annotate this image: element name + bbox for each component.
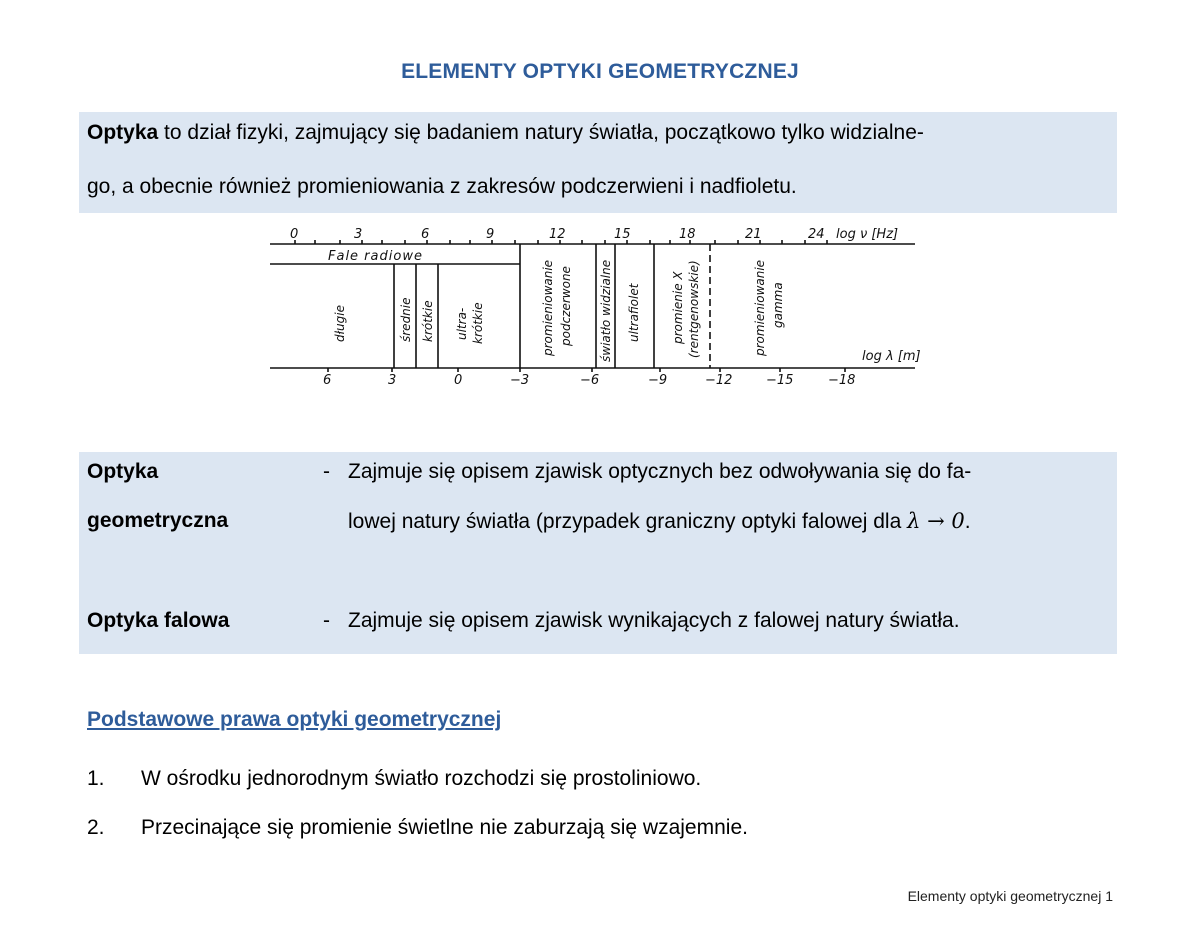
top-tick-label: 9: [486, 227, 495, 242]
intro-line-2: go, a obecnie również promieniowania z zakresów podczerwieni i nadfioletu.: [87, 175, 797, 198]
definitions-box: [79, 452, 1117, 654]
band-long-label: długie: [333, 304, 347, 342]
law-number: 2.: [87, 816, 105, 839]
bottom-tick-label: −6: [580, 373, 600, 388]
band-ultrashort-label-2: krótkie: [471, 302, 485, 344]
bottom-tick-label: 3: [388, 373, 397, 388]
lambda-limit-formula: λ → 0: [907, 509, 965, 533]
law-number: 1.: [87, 767, 105, 790]
bottom-tick-label: −12: [705, 373, 733, 388]
geo-optics-desc-1: Zajmuje się opisem zjawisk optycznych bez odwoływania się do fa-: [348, 460, 972, 483]
bottom-axis-label: log λ [m]: [862, 349, 921, 364]
top-tick-label: 24: [808, 227, 825, 242]
intro-box: [79, 112, 1117, 213]
geo-optics-desc-2-text: lowej natury światła (przypadek graniczny optyki falowej dla: [348, 510, 908, 533]
law-text: Przecinające się promienie świetlne nie zaburzają się wzajemnie.: [141, 816, 748, 839]
band-ultrashort-label-1: ultra-: [455, 307, 469, 340]
top-tick-label: 18: [679, 227, 696, 242]
band-gamma-label-2: gamma: [771, 282, 785, 328]
top-axis-label: log ν [Hz]: [836, 227, 899, 242]
law-item: [87, 816, 748, 840]
band-ultraviolet-label: ultrafiolet: [627, 283, 641, 342]
wave-optics-dash: -: [323, 609, 330, 632]
page-footer: Elementy optyki geometrycznej 1: [907, 888, 1113, 904]
top-tick-label: 12: [549, 227, 566, 242]
band-infrared-label-2: podczerwone: [559, 266, 573, 346]
band-gamma-label-1: promieniowanie: [753, 259, 767, 356]
wave-optics-desc: Zajmuje się opisem zjawisk wynikających z falowej natury światła.: [348, 609, 960, 632]
band-xray-label-1: promienie X: [671, 271, 685, 344]
band-infrared-label-1: promieniowanie: [541, 259, 555, 356]
page-title: ELEMENTY OPTYKI GEOMETRYCZNEJ: [401, 60, 799, 83]
band-short-label: krótkie: [421, 300, 435, 342]
law-text: W ośrodku jednorodnym światło rozchodzi się prostoliniowo.: [141, 767, 702, 790]
bottom-tick-label: −15: [766, 373, 794, 388]
intro-line-1: [79, 106, 1117, 160]
intro-bold-term: Optyka: [87, 121, 159, 144]
geo-optics-desc-2: [348, 509, 971, 534]
wave-optics-term: Optyka falowa: [87, 609, 230, 632]
top-tick-label: 6: [421, 227, 430, 242]
band-xray-label-2: (rentgenowskie): [687, 260, 701, 358]
top-tick-label: 15: [614, 227, 631, 242]
bottom-tick-label: 0: [454, 373, 463, 388]
law-item: [87, 767, 701, 791]
em-spectrum-diagram: [270, 222, 930, 392]
bottom-tick-label: −3: [510, 373, 530, 388]
band-visible-label: światło widzialne: [599, 259, 613, 362]
top-tick-label: 0: [290, 227, 299, 242]
geo-optics-term-1: Optyka: [87, 460, 159, 483]
band-medium-label: średnie: [399, 297, 413, 342]
radio-waves-label: Fale radiowe: [328, 249, 423, 264]
intro-line-1-text: to dział fizyki, zajmujący się badaniem natury światła, początkowo tylko widzialne-: [158, 121, 924, 144]
top-tick-label: 3: [354, 227, 363, 242]
bottom-tick-label: 6: [323, 373, 332, 388]
top-tick-label: 21: [745, 227, 762, 242]
bottom-tick-label: −18: [828, 373, 856, 388]
geo-optics-dash: -: [323, 460, 330, 483]
bottom-tick-label: −9: [648, 373, 668, 388]
laws-heading: Podstawowe prawa optyki geometrycznej: [87, 708, 502, 731]
geo-optics-term-2: geometryczna: [87, 509, 229, 532]
geo-optics-desc-end: .: [964, 510, 971, 533]
